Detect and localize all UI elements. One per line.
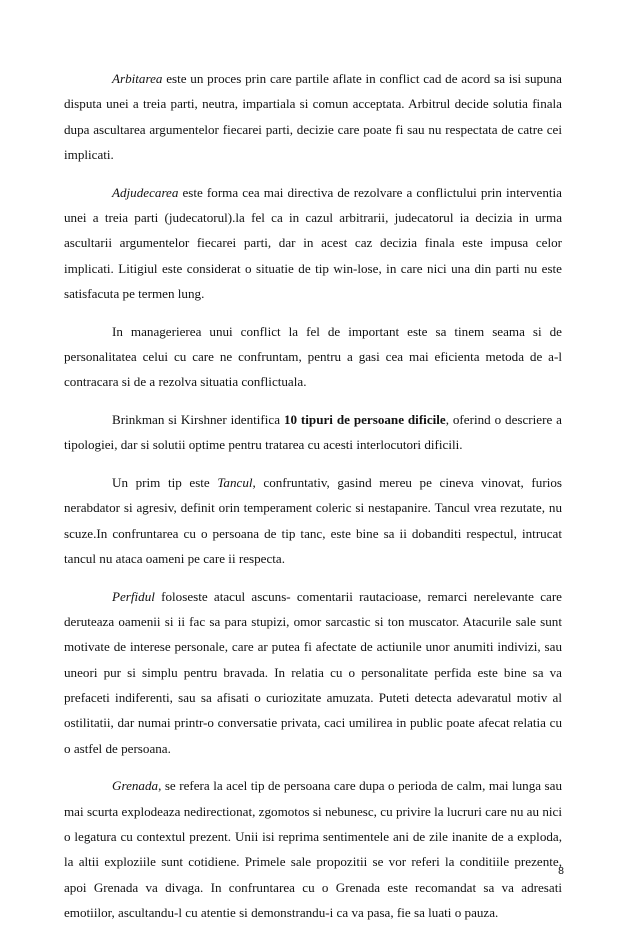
paragraph-brinkman: [64, 407, 562, 458]
term-grenada: Grenada: [112, 778, 159, 794]
paragraph-perfidul: [64, 584, 562, 761]
paragraph-managerierea: [64, 319, 562, 395]
paragraph-text: In managerierea unui conflict la fel de important este sa tinem seama si de personalitatea celui cu care ne confruntam, pentru a gasi cea mai eficienta metoda de a-l contracara si de a rezolva situatia conflictuala.: [64, 323, 562, 390]
term-perfidul: Perfidul: [112, 588, 155, 604]
paragraph-text: este forma cea mai directiva de rezolvare a conflictului prin interventia unei a treia parti (judecatorul).la fel ca in cazul arbitrarii, judecatorul ia decizia in urma ascultarii argumentelor fiecarei parti, dar in acest caz decizia finala este impusa celor implicati. Litigiul este considerat o situatie de tip win-lose, in care nici una din parti nu este satisfacuta pe termen lung.: [64, 184, 562, 301]
paragraph-adjudecarea: [64, 180, 562, 306]
paragraph-text: , se refera la acel tip de persoana care dupa o perioda de calm, mai lunga sau mai scurta explodeaza nedirectionat, zgomotos si nebunesc, cu privire la lucruri care nu au nici o legatura cu contextul prezent. Unii isi reprima sentimentele ani de zile inanite de a exploda, la altii exploziile sunt cotidiene. Primele sale propozitii se vor referi la conditiile prezente, apoi Grenada va divaga. In confruntarea cu o Grenada este recomandat sa va adresati emotiilor, ascultandu-l cu atentie si demonstrandu-i ca va pasa, fie sa luati o pauza.: [64, 778, 562, 920]
paragraph-tancul: [64, 470, 562, 571]
paragraph-text: confruntativ, gasind mereu pe cineva vinovat, furios nerabdator si agresiv, definit orin temperament coleric si nestapanire. Tancul vrea rezutate, nu scuze.In confruntarea cu o persoana de tip tanc, este bine sa ii dobanditi respectul, intrucat tancul nu ataca oameni pe care ii respecta.: [64, 475, 562, 567]
term-tancul: Tancul,: [217, 475, 256, 491]
paragraph-text: Brinkman si Kirshner identifica: [112, 412, 284, 428]
paragraph-arbitarea: [64, 66, 562, 167]
paragraph-text: Un prim tip este: [112, 475, 218, 491]
term-adjudecarea: Adjudecarea: [112, 184, 179, 200]
paragraph-grenada: [64, 773, 562, 925]
term-tipuri-persoane: 10 tipuri de persoane dificile: [283, 412, 446, 428]
page-number: 8: [558, 865, 564, 877]
paragraph-text: , oferind o descriere a tipologiei, dar si solutii optime pentru tratarea cu acesti interlocutori dificili.: [64, 412, 562, 453]
document-page: [64, 66, 562, 925]
paragraph-text: este un proces prin care partile aflate in conflict cad de acord sa isi supuna disputa unei a treia parti, neutra, impartiala si comun acceptata. Arbitrul decide solutia finala dupa ascultarea argumentelor fiecarei parti, decizie care poate fi sau nu respectata de catre cei implicati.: [64, 71, 562, 162]
term-arbitarea: Arbitarea: [112, 71, 163, 86]
paragraph-text: foloseste atacul ascuns- comentarii rautacioase, remarci nerelevante care deruteaza oamenii si ii fac sa para stupizi, omor sarcastic si ton muscator. Atacurile sale sunt motivate de interese personale, care ar putea fi afectate de actiunile unor anumiti indivizi, sau uneori pur si simplu pentru bravada. In relatia cu o personalitate perfida este bine sa va prefaceti indiferenti, sau sa afisati o curiozitate amuzata. Puteti detecta adevaratul motiv al ostilitatii, dar numai printr-o conversatie privata, caci umilirea in public poate afecat relatia cu o astfel de persoana.: [64, 588, 562, 756]
